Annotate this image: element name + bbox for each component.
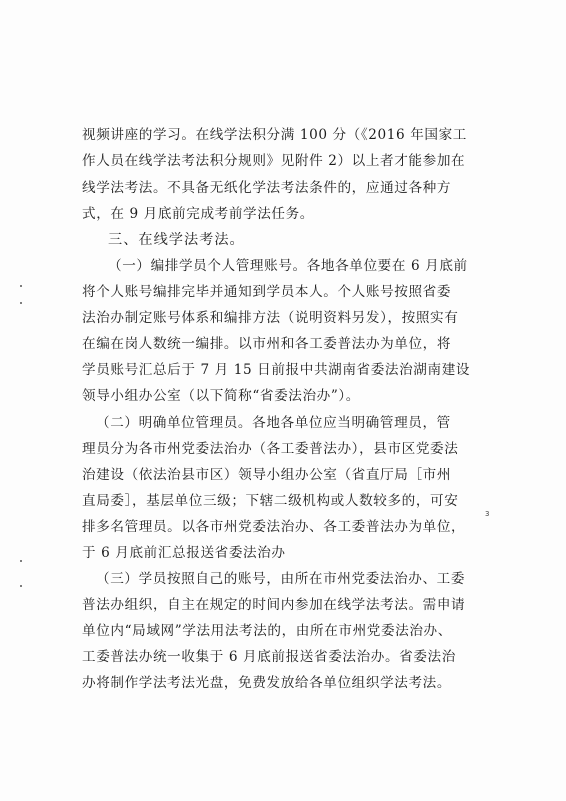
paragraph-line: 治建设（依法治县市区）领导小组办公室（省直厅局［市州 [82, 467, 452, 483]
paragraph-line: 办将制作学法考法光盘，免费发放给各单位组织学法考法。 [82, 675, 452, 691]
paragraph-line: 领导小组办公室（以下简称“省委法治办”）。 [82, 388, 360, 404]
paragraph-line: 于 6 月底前汇总报送省委法治办 [82, 545, 286, 561]
paragraph-line: 在编在岗人数统一编排。以市州和各工委普法办为单位，将 [82, 336, 452, 352]
scan-speck [20, 560, 22, 562]
paragraph-line: （三）学员按照自己的账号，由所在市州党委法治办、工委 [96, 571, 466, 587]
paragraph-line: 法治办制定账号体系和编排方法（说明资料另发），按照实有 [82, 310, 459, 326]
paragraph-line: 将个人账号编排完毕并通知到学员本人。个人账号按照省委 [82, 284, 452, 300]
paragraph-line: 学员账号汇总后于 7 月 15 日前报中共湖南省委法治湖南建设 [82, 362, 471, 378]
paragraph-line: 工委普法办统一收集于 6 月底前报送省委法治办。省委法治 [82, 649, 456, 665]
paragraph-line: 式，在 9 月底前完成考前学法任务。 [82, 206, 314, 222]
paragraph-line: 排多名管理员。以各市州党委法治办、各工委普法办为单位， [82, 519, 466, 535]
page-number: 3 [485, 510, 490, 518]
scan-speck [20, 285, 22, 287]
section-heading: 三、在线学法考法。 [108, 232, 245, 248]
paragraph-line: 理员分为各市州党委法治办（各工委普法办），县市区党委法 [82, 441, 459, 457]
paragraph-line: 普法办组织，自主在规定的时间内参加在线学法考法。需申请 [82, 597, 466, 613]
paragraph-line: 线学法考法。不具备无纸化学法考法条件的，应通过各种方 [82, 180, 452, 196]
scan-speck [20, 302, 22, 304]
paragraph-line: 单位内“局域网”学法用法考法的，由所在市州党委法治办、 [82, 623, 452, 639]
scan-speck [20, 585, 22, 587]
paragraph-line: 直局委］，基层单位三级；下辖二级机构或人数较多的，可安 [82, 493, 459, 509]
paragraph-line: （一）编排学员个人管理账号。各地各单位要在 6 月底前 [108, 258, 468, 274]
paragraph-line: （二）明确单位管理员。各地各单位应当明确管理员，管 [96, 415, 451, 431]
paragraph-line: 作人员在线学法考法积分规则》见附件 2）以上者才能参加在 [82, 153, 466, 169]
paragraph-line: 视频讲座的学习。在线学法积分满 100 分（《2016 年国家工 [82, 127, 467, 143]
